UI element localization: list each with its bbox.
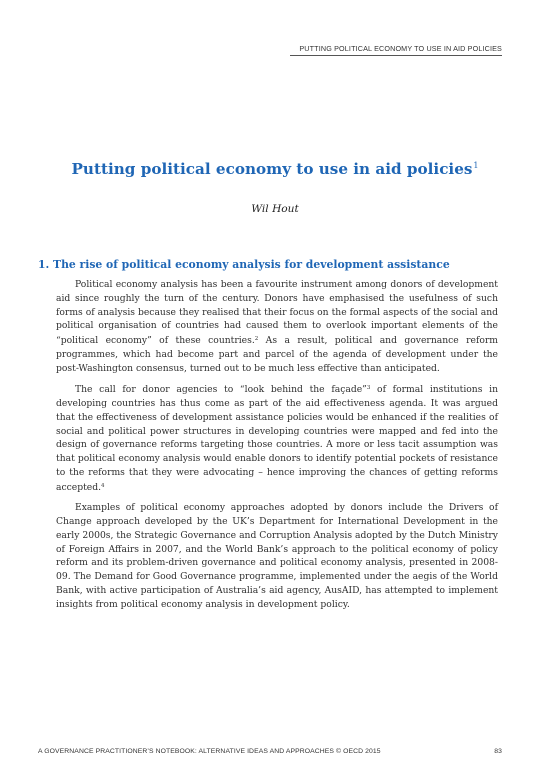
author-name: Wil Hout: [251, 203, 299, 215]
footnote-marker[interactable]: 4: [101, 482, 105, 489]
page-number: 83: [494, 748, 502, 755]
paragraph-text: As a result, political and governance reform programmes, which had become part and parcel of the agenda of development under the post-Washington consensus, turned out to be much less effective than anticipated.: [56, 335, 498, 374]
article-title: [40, 160, 510, 178]
paragraph-text: The call for donor agencies to “look behind the façade”: [75, 384, 367, 396]
title-footnote-marker[interactable]: 1: [473, 161, 479, 170]
paragraph-text: of formal institutions in developing countries has thus come as part of the aid effectiveness agenda. It was argued that the effectiveness of development assistance policies would be enhanced if the realities of social and political power structures in developing countries were mapped and fed into the design of governance reforms targeting those countries. A more or less tacit assumption was that political economy analysis would enable donors to identify potential pockets of resistance to the reforms that they were advocating – hence improving the chances of getting reforms accepted.: [56, 384, 498, 493]
running-head: PUTTING POLITICAL ECONOMY TO USE IN AID POLICIES: [299, 44, 502, 53]
section-heading: 1. The rise of political economy analysis for development assistance: [38, 258, 450, 271]
paragraph: [56, 382, 498, 494]
footnote-marker[interactable]: 2: [254, 336, 259, 342]
article-title-text: Putting political economy to use in aid policies: [71, 160, 473, 178]
page-footer: [38, 748, 502, 755]
paragraph-text: Political economy analysis has been a favourite instrument among donors of development aid since roughly the turn of the century. Donors have emphasised the usefulness of such forms of analysis because they realised that their focus on the formal aspects of the social and political organisation of countries had caused them to overlook important elements of the “political economy” of these countries.: [56, 279, 498, 346]
paragraph-text: Examples of political economy approaches adopted by donors include the Drivers of Change approach developed by the UK’s Department for International Development in the early 2000s, the Strategic Governance and Corruption Analysis adopted by the Dutch Ministry of Foreign Affairs in 2007, and the World Bank’s approach to the political economy of policy reform and its problem-driven governance and political economy analysis, presented in 2008-09. The Demand for Good Governance programme, implemented under the aegis of the World Bank, with active participation of Australia’s aid agency, AusAID, has attempted to implement insights from political economy analysis in development policy.: [56, 502, 498, 610]
header-rule: [290, 55, 502, 56]
footer-text: A GOVERNANCE PRACTITIONER’S NOTEBOOK: ALTERNATIVE IDEAS AND APPROACHES © OECD 2015: [38, 748, 381, 755]
footnote-marker[interactable]: 3: [366, 385, 371, 392]
body-text: [56, 278, 498, 618]
paragraph: [56, 278, 498, 375]
paragraph: [56, 501, 498, 611]
